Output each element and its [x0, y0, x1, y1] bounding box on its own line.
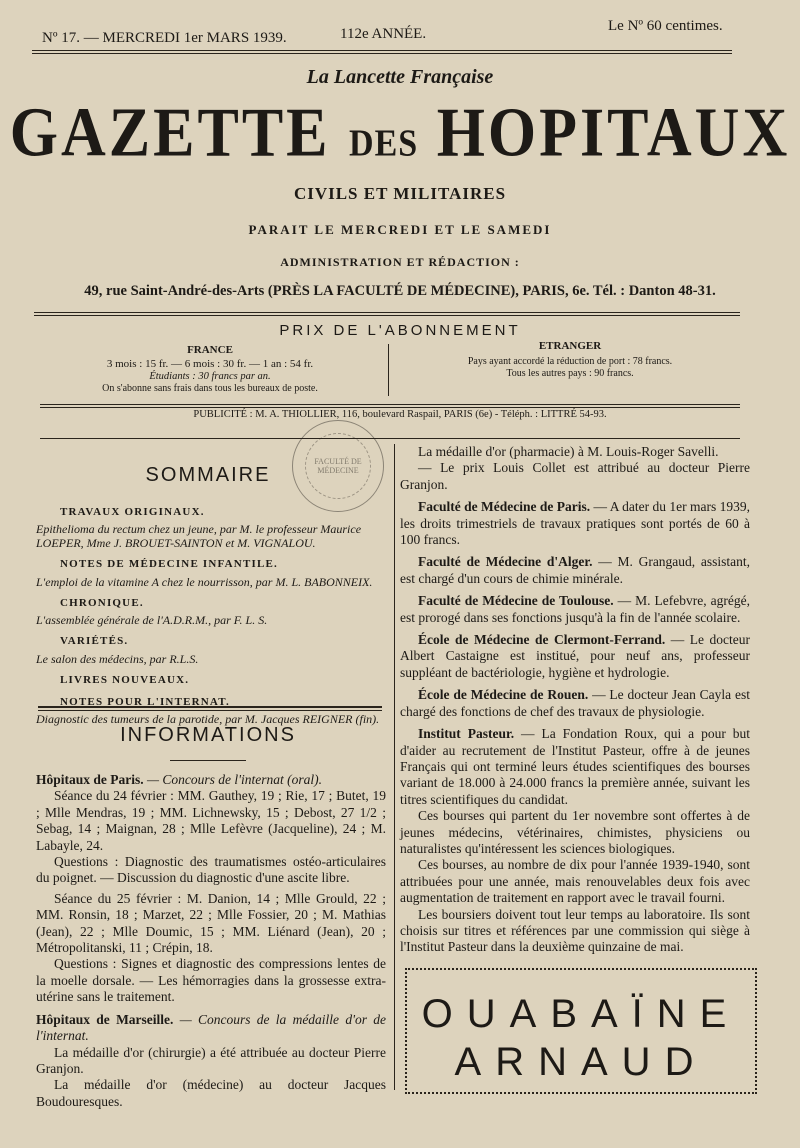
paragraph: Séance du 25 février : M. Danion, 14 ; Mlle Grould, 22 ; MM. Ronsin, 18 ; Marzet, 22 ; Mlle Fossier, 20 ; M. Mathias (Jean), 22 ; Mlle Doumic, 15 ; MM. Liénard (Jean), 20 ; Métropolitanski, 11 ; Crépin, 18.	[36, 890, 386, 956]
paris-hospitals-sub: — Concours de l'internat (oral).	[147, 772, 323, 787]
sommaire-head: NOTES POUR L'INTERNAT.	[60, 696, 230, 709]
publicity-line: PUBLICITÉ : M. A. THIOLLIER, 116, boulevard Raspail, PARIS (6e) - Téléph. : LITTRÉ 54-93.	[193, 409, 607, 420]
paris-faculty-text: — A dater du 1er mars 1939, les droits trimestriels de travaux pratiques sont portés de 60 à 100 francs.	[400, 499, 750, 548]
subscription-rule-2	[40, 407, 740, 408]
header-rule-2	[32, 53, 732, 54]
sommaire-head: NOTES DE MÉDECINE INFANTILE.	[60, 558, 278, 571]
masthead-rule	[34, 312, 740, 313]
column-divider	[394, 444, 395, 1090]
issue-year: 112e ANNÉE.	[340, 26, 427, 42]
rouen-school-head: École de Médecine de Rouen.	[418, 687, 589, 703]
ad-line-2: ARNAUD	[454, 1040, 708, 1084]
clermont-school-text: — Le docteur Albert Castaigne est institué, pour neuf ans, professeur suppléant de bactériologie, hygiène et hydrologie.	[400, 632, 751, 680]
sommaire-item: L'emploi de la vitamine A chez le nourrisson, par M. L. BABONNEIX.	[36, 574, 373, 589]
masthead-title	[0, 94, 800, 174]
informations-title: INFORMATIONS	[120, 724, 296, 746]
toulouse-faculty-text: — M. Lefebvre, agrégé, est prorogé dans ses fonctions jusqu'à la fin de l'année scolaire.	[400, 593, 751, 625]
paragraph: Questions : Diagnostic des traumatismes ostéo-articulaires du poignet. — Discussion du diagnostic d'une ascite libre.	[36, 854, 386, 886]
subscription-divider	[388, 344, 389, 396]
foreign-price-2: Tous les autres pays : 90 francs.	[506, 368, 634, 379]
masthead-frequency: PARAIT LE MERCREDI ET LE SAMEDI	[248, 222, 552, 237]
right-column-body	[400, 444, 750, 956]
france-students: Étudiants : 30 francs par an.	[149, 371, 271, 382]
publicity-rule	[40, 438, 740, 439]
masthead-rule-2	[34, 315, 740, 316]
masthead-subtitle: CIVILS ET MILITAIRES	[293, 184, 507, 203]
informations-body	[36, 772, 386, 1110]
paragraph: Ces bourses, au nombre de dix pour l'année 1939-1940, sont attribuées pour une année, mais renouvelables deux fois avec augmentation de traitement en rapport avec le travail fourni.	[400, 857, 750, 906]
paragraph: Questions : Signes et diagnostic des compressions lentes de la moelle dorsale. — Les hémorragies dans la grossesse extra-utérine sans le traitement.	[36, 956, 386, 1005]
pasteur-institute-head: Institut Pasteur.	[418, 726, 515, 742]
paragraph: Ces bourses qui partent du 1er novembre sont offertes à de jeunes médecins, vétérinaires, chimistes, physiciens ou naturalistes qu'intéressent les sciences biologiques.	[400, 808, 750, 856]
paragraph: Les boursiers doivent tout leur temps au laboratoire. Ils sont choisis sur titres et références par une commission qui siège à l'Institut Pasteur dans la deuxième quinzaine de mai.	[400, 906, 750, 955]
paris-faculty-head: Faculté de Médecine de Paris.	[418, 499, 591, 515]
masthead-title-des: DES	[349, 122, 419, 165]
clermont-school-head: École de Médecine de Clermont-Ferrand.	[418, 632, 666, 648]
paragraph: La médaille d'or (pharmacie) à M. Louis-Roger Savelli.	[418, 444, 719, 459]
ouabaine-advertisement	[405, 968, 757, 1094]
issue-price: Le Nº 60 centimes.	[608, 18, 723, 34]
sommaire-head: LIVRES NOUVEAUX.	[60, 673, 190, 686]
sommaire-item: Epithelioma du rectum chez un jeune, par M. le professeur Maurice LOEPER, Mme J. BROUET-SAINTON et M. VIGNALOU.	[36, 522, 362, 551]
france-label: FRANCE	[187, 344, 233, 356]
header-rule	[32, 50, 732, 51]
marseille-hospitals-sub: — Concours de la médaille d'or de l'internat.	[36, 1011, 386, 1044]
pasteur-institute-text: — La Fondation Roux, qui a pour but d'aider au recrutement de l'Institut Pasteur, offre à de jeunes Français qui ont terminé leurs études scientifiques des bourses variant de 18.000 à 24.000 francs la première année, suivant les titres scientifiques du candidat.	[400, 726, 751, 807]
sommaire-item: L'assemblée générale de l'A.D.R.M., par F. L. S.	[36, 613, 268, 628]
foreign-label: ETRANGER	[538, 340, 602, 352]
paragraph: La médaille d'or (chirurgie) a été attribuée au docteur Pierre Granjon.	[36, 1044, 386, 1076]
alger-faculty-head: Faculté de Médecine d'Alger.	[418, 554, 593, 570]
sommaire-item: Diagnostic des tumeurs de la parotide, par M. Jacques REIGNER (fin).	[36, 712, 380, 727]
postal-note: On s'abonne sans frais dans tous les bureaux de poste.	[102, 383, 318, 394]
sommaire-rule-2	[38, 710, 382, 711]
sommaire-head: VARIÉTÉS.	[60, 635, 129, 648]
ad-line-1: OUABAÏNE	[421, 992, 741, 1036]
sommaire-rule	[38, 706, 382, 708]
toulouse-faculty-head: Faculté de Médecine de Toulouse.	[418, 593, 614, 609]
masthead-title-b: HOPITAUX	[436, 94, 791, 172]
informations-underline	[170, 760, 246, 761]
sommaire-head: CHRONIQUE.	[60, 596, 144, 609]
masthead-admin: ADMINISTRATION ET RÉDACTION :	[280, 255, 520, 269]
stamp-text: FACULTÉ DE MÉDECINE	[314, 457, 362, 475]
issue-number: Nº 17. — MERCREDI 1er MARS 1939.	[42, 30, 287, 46]
france-prices: 3 mois : 15 fr. — 6 mois : 30 fr. — 1 an : 54 fr.	[106, 358, 314, 370]
subscription-rule	[40, 404, 740, 405]
masthead-address: 49, rue Saint-André-des-Arts (PRÈS LA FACULTÉ DE MÉDECINE), PARIS, 6e. Tél. : Danton 48-31.	[84, 283, 716, 299]
paragraph: La médaille d'or (médecine) au docteur Jacques Boudouresques.	[36, 1077, 386, 1109]
subscription-title: PRIX DE L'ABONNEMENT	[279, 322, 521, 339]
sommaire-item: Le salon des médecins, par R.L.S.	[36, 651, 199, 666]
paris-hospitals-head: Hôpitaux de Paris.	[36, 772, 144, 787]
masthead-supertitle: La Lancette Française	[306, 66, 494, 88]
paragraph: Séance du 24 février : MM. Gauthey, 19 ; Rie, 17 ; Butet, 19 ; Mlle Mendras, 19 ; MM. Lichnewsky, 15 ; Debost, 27 1/2 ; Sebag, 14 ; Maignan, 28 ; Mlle Lefèvre (Jacqueline), 24 ; M. Labayle, 24.	[36, 788, 386, 853]
sommaire-list	[36, 498, 386, 726]
paragraph: — Le prix Louis Collet est attribué au docteur Pierre Granjon.	[400, 460, 750, 492]
masthead-title-a: GAZETTE	[9, 94, 331, 172]
foreign-price-1: Pays ayant accordé la réduction de port : 78 francs.	[467, 356, 673, 367]
alger-faculty-text: — M. Grangaud, assistant, est chargé d'un cours de chimie minérale.	[400, 554, 751, 586]
sommaire-head: TRAVAUX ORIGINAUX.	[60, 506, 205, 518]
sommaire-title: SOMMAIRE	[145, 464, 271, 486]
marseille-hospitals-head: Hôpitaux de Marseille.	[36, 1011, 174, 1027]
rouen-school-text: — Le docteur Jean Cayla est chargé des fonctions de chef des travaux de physiologie.	[400, 687, 750, 719]
